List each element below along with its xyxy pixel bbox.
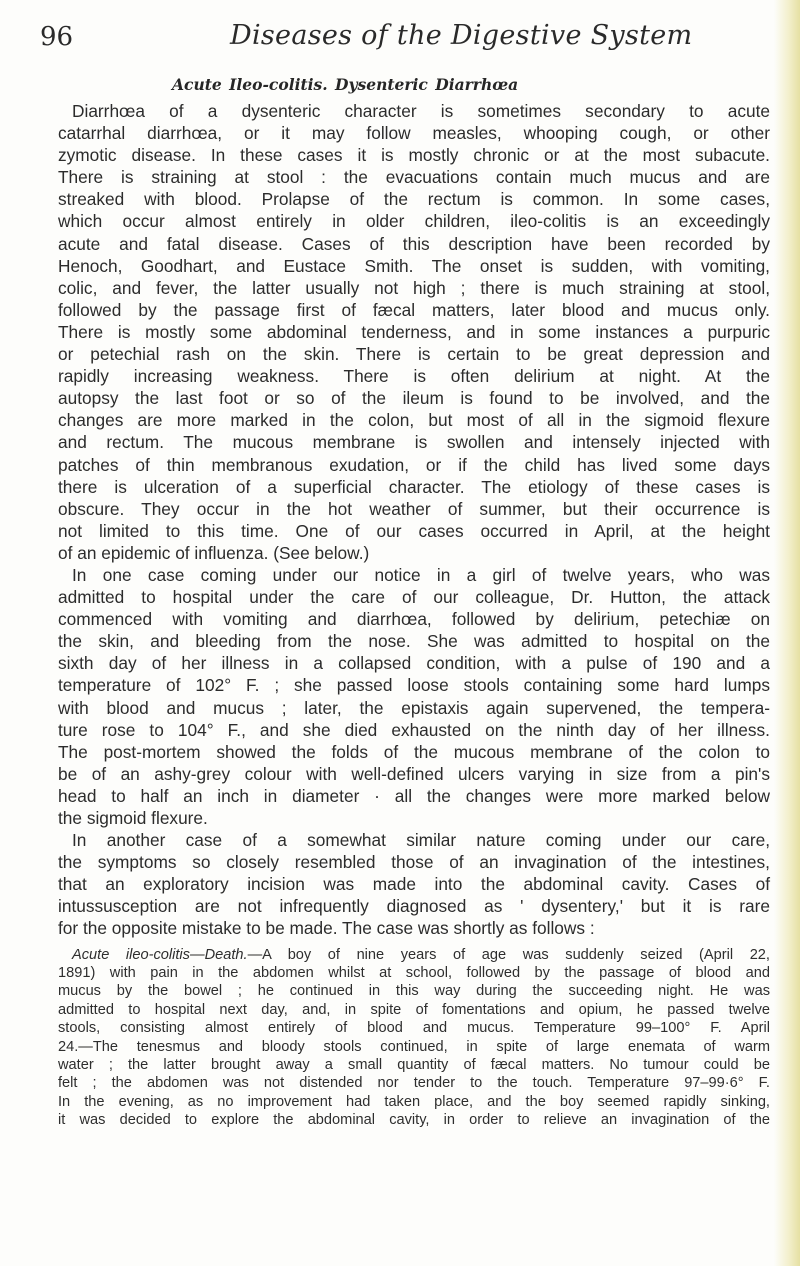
text-line: ture rose to 104° F., and she died exhausted on the ninth day of her illness. <box>58 719 770 740</box>
case-report-line: admitted to hospital next day, and, in spite of fomentations and opium, he passed twelve <box>58 1001 770 1018</box>
page-header <box>40 20 780 60</box>
case-report-line: it was decided to explore the abdominal cavity, in order to relieve an invagination of the <box>58 1112 770 1129</box>
text-line: the symptoms so closely resembled those of an invagination of the intestines, <box>58 852 770 873</box>
text-line: colic, and fever, the latter usually not high ; there is much straining at stool, <box>58 277 770 298</box>
text-line: streaked with blood. Prolapse of the rectum is common. In some cases, <box>58 189 770 210</box>
text-line: the skin, and bleeding from the nose. She was admitted to hospital on the <box>58 631 770 652</box>
text-line: admitted to hospital under the care of our colleague, Dr. Hutton, the attack <box>58 587 770 608</box>
text-line: intussusception are not infrequently diagnosed as ' dysentery,' but it is rare <box>58 896 770 917</box>
case-report-line-text: —A boy of nine years of age was suddenly seized (April 22, <box>247 946 770 963</box>
text-line: there is ulceration of a superficial character. The etiology of these cases is <box>58 476 770 497</box>
text-line: patches of thin membranous exudation, or if the child has lived some days <box>58 454 770 475</box>
text-line: with blood and mucus ; later, the epistaxis again supervened, the tempera- <box>58 697 770 718</box>
text-line: for the opposite mistake to be made. The case was shortly as follows : <box>58 918 595 939</box>
text-line: head to half an inch in diameter · all the changes were more marked below <box>58 785 770 806</box>
text-line: temperature of 102° F. ; she passed loose stools containing some hard lumps <box>58 675 770 696</box>
text-line: or petechial rash on the skin. There is certain to be great depression and <box>58 344 770 365</box>
text-line: be of an ashy-grey colour with well-defined ulcers varying in size from a pin's <box>58 763 770 784</box>
text-line: obscure. They occur in the hot weather of summer, but their occurrence is <box>58 498 770 519</box>
case-report-line: stools, consisting almost entirely of blood and mucus. Temperature 99–100° F. April <box>58 1020 770 1037</box>
text-line: acute and fatal disease. Cases of this description have been recorded by <box>58 233 770 254</box>
text-line: changes are more marked in the colon, but most of all in the sigmoid flexure <box>58 410 770 431</box>
text-line: Henoch, Goodhart, and Eustace Smith. The onset is sudden, with vomiting, <box>58 255 770 276</box>
text-line: In another case of a somewhat similar nature coming under our care, <box>72 830 770 851</box>
case-report-first-line <box>58 946 770 964</box>
text-line: Diarrhœa of a dysenteric character is sometimes secondary to acute <box>72 101 770 121</box>
page-edge-shadow <box>774 0 800 1266</box>
text-line: the sigmoid flexure. <box>58 808 208 828</box>
text-line: autopsy the last foot or so of the ileum is found to be involved, and the <box>58 388 770 409</box>
text-line: rapidly increasing weakness. There is often delirium at night. At the <box>58 366 770 387</box>
case-report-line: 24.—The tenesmus and bloody stools continued, in spite of large enemata of warm <box>58 1038 770 1055</box>
page-body <box>58 100 770 1129</box>
running-title: Diseases of the Digestive System <box>230 20 693 51</box>
text-line: and rectum. The mucous membrane is swollen and intensely injected with <box>58 432 770 453</box>
page-number: 96 <box>40 22 74 52</box>
case-report-line: 1891) with pain in the abdomen whilst at school, followed by the passage of blood and <box>58 964 770 981</box>
case-report-lead: Acute ileo-colitis—Death. <box>72 946 248 963</box>
text-line: of an epidemic of influenza. (See below.) <box>58 542 370 563</box>
text-line: commenced with vomiting and diarrhœa, followed by delirium, petechiæ on <box>58 609 770 630</box>
text-line: catarrhal diarrhœa, or it may follow measles, whooping cough, or other <box>58 123 770 144</box>
text-line: There is straining at stool : the evacuations contain much mucus and are <box>58 167 770 188</box>
text-line: There is mostly some abdominal tenderness, and in some instances a purpuric <box>58 321 770 342</box>
text-line: not limited to this time. One of our cases occurred in April, at the height <box>58 520 770 541</box>
text-line: sixth day of her illness in a collapsed condition, with a pulse of 190 and a <box>58 653 770 674</box>
text-line: The post-mortem showed the folds of the mucous membrane of the colon to <box>58 741 770 762</box>
text-line: zymotic disease. In these cases it is mostly chronic or at the most subacute. <box>58 145 770 166</box>
case-report-line: mucus by the bowel ; he continued in this way during the succeeding night. He was <box>58 983 770 1000</box>
section-heading: Acute Ileo-colitis. Dysenteric Diarrhœa <box>172 75 519 94</box>
case-report-line: water ; the latter brought away a small quantity of fæcal matters. No tumour could be <box>58 1056 770 1073</box>
main-text <box>58 100 770 940</box>
text-line: that an exploratory incision was made into the abdominal cavity. Cases of <box>58 874 770 895</box>
case-report-line: felt ; the abdomen was not distended nor tender to the touch. Temperature 97–99·6° F. <box>58 1075 770 1092</box>
text-line: which occur almost entirely in older children, ileo-colitis is an exceedingly <box>58 211 770 232</box>
text-line: followed by the passage first of fæcal matters, later blood and mucus only. <box>58 299 770 320</box>
case-report <box>58 946 770 1130</box>
case-report-line: In the evening, as no improvement had taken place, and the boy seemed rapidly sinking, <box>58 1093 770 1110</box>
text-line: In one case coming under our notice in a girl of twelve years, who was <box>72 564 770 585</box>
